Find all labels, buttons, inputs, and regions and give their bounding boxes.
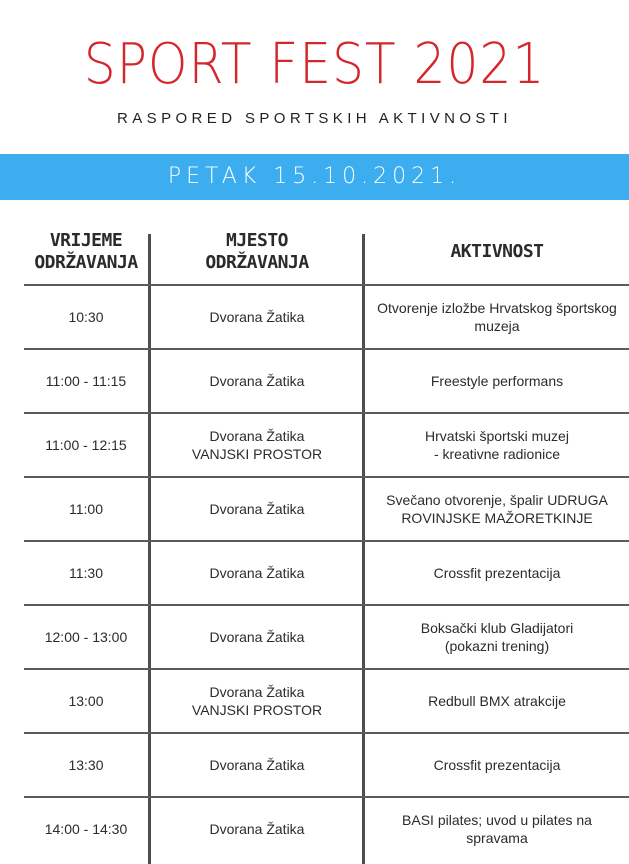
row-time: 11:00 - 12:15 [45, 437, 127, 453]
header-place: MJESTO ODRŽAVANJA [205, 230, 309, 273]
table-row [24, 540, 629, 604]
row-time: 13:30 [68, 757, 104, 773]
row-activity: Redbull BMX atrakcije [428, 693, 566, 709]
row-place: Dvorana Žatika [209, 757, 305, 773]
row-time: 11:00 - 11:15 [45, 373, 127, 389]
row-time: 10:30 [68, 309, 104, 325]
table-row [24, 412, 629, 476]
row-activity: BASI pilates; uvod u pilates na spravama [402, 812, 592, 846]
row-place: Dvorana Žatika [209, 309, 305, 325]
row-activity: Boksački klub Gladijatori (pokazni trening) [420, 620, 574, 654]
row-place: Dvorana Žatika VANJSKI PROSTOR [191, 428, 323, 462]
row-place: Dvorana Žatika VANJSKI PROSTOR [191, 684, 323, 718]
table-row [24, 732, 629, 796]
table-row [24, 796, 629, 860]
row-time: 11:30 [69, 565, 103, 581]
schedule-table [24, 220, 629, 860]
table-header [24, 220, 629, 284]
row-time: 13:00 [68, 693, 104, 709]
row-place: Dvorana Žatika [209, 373, 305, 389]
table-row [24, 284, 629, 348]
page-title: SPORT FEST 2021 [83, 32, 546, 97]
row-place: Dvorana Žatika [209, 821, 305, 837]
day-band-label: PETAK 15.10.2021. [167, 164, 462, 189]
row-activity: Crossfit prezentacija [433, 757, 561, 773]
row-activity: Crossfit prezentacija [433, 565, 561, 581]
table-body [24, 284, 629, 860]
row-activity: Hrvatski športski muzej - kreativne radionice [425, 428, 569, 462]
row-time: 12:00 - 13:00 [44, 629, 128, 645]
table-row [24, 476, 629, 540]
day-band [0, 154, 629, 200]
header-time: VRIJEME ODRŽAVANJA [34, 230, 138, 273]
table-row [24, 348, 629, 412]
row-place: Dvorana Žatika [209, 629, 305, 645]
table-row [24, 604, 629, 668]
row-activity: Otvorenje izložbe Hrvatskog športskog muzeja [377, 300, 617, 334]
header-activity: AKTIVNOST [450, 241, 544, 262]
row-time: 14:00 - 14:30 [44, 821, 128, 837]
row-time: 11:00 [69, 501, 103, 517]
row-activity: Svečano otvorenje, špalir UDRUGA ROVINJSKE MAŽORETKINJE [386, 492, 608, 526]
row-place: Dvorana Žatika [209, 565, 305, 581]
row-activity: Freestyle performans [430, 373, 564, 389]
page-subtitle: RASPORED SPORTSKIH AKTIVNOSTI [117, 110, 512, 127]
row-place: Dvorana Žatika [209, 501, 305, 517]
table-row [24, 668, 629, 732]
